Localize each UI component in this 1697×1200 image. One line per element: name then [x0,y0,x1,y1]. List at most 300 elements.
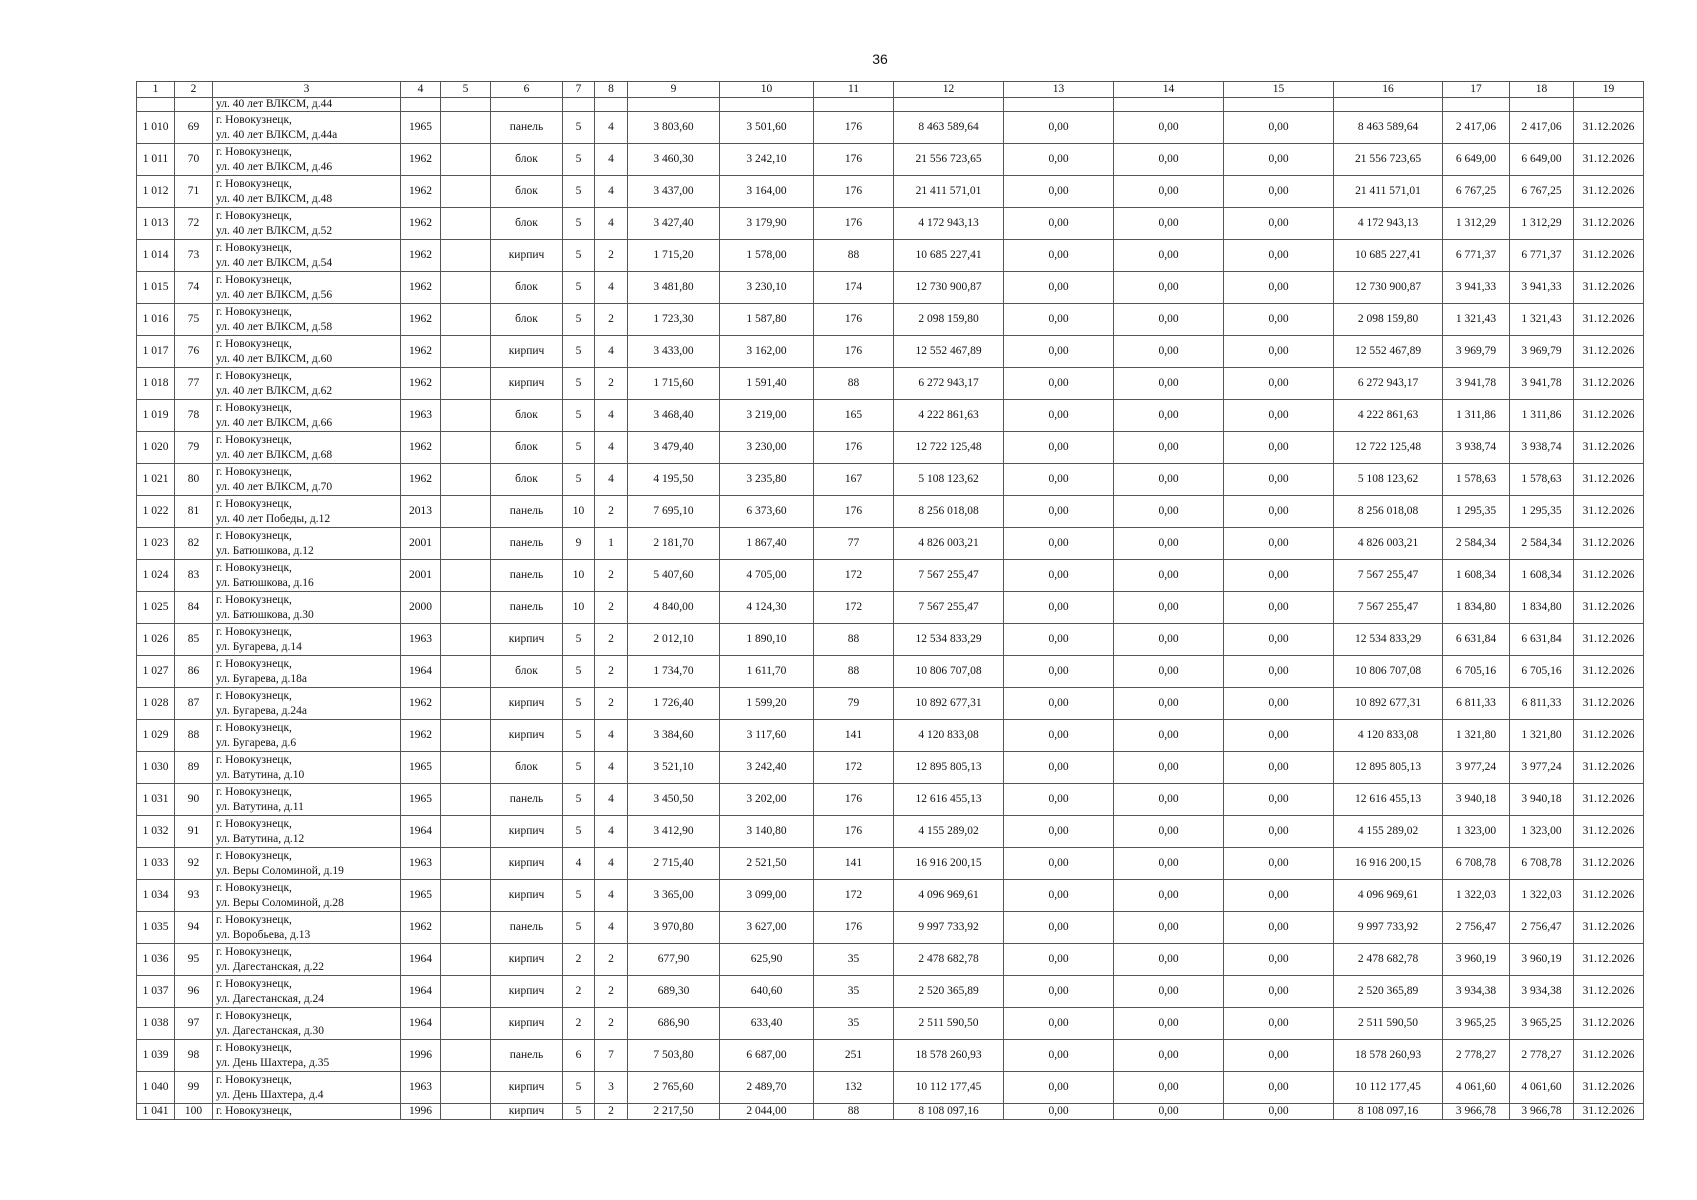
cell-col-19: 31.12.2026 [1574,816,1644,848]
cell-col-2: 83 [175,560,213,592]
cell-col-18: 6 708,78 [1510,848,1574,880]
cell-col-1: 1 038 [137,1008,175,1040]
cell-col-9: 677,90 [628,944,720,976]
cell-col-19: 31.12.2026 [1574,112,1644,144]
cell-col-16: 8 108 097,16 [1334,1104,1443,1120]
cell-col-18: 3 941,78 [1510,368,1574,400]
cell-col-7: 2 [563,976,595,1008]
cell-col-14: 0,00 [1114,1104,1224,1120]
cell-col-13: 0,00 [1004,1072,1114,1104]
cell-col-9: 3 481,80 [628,272,720,304]
cell-col-5 [441,784,491,816]
address-cell [213,112,401,144]
cell-col-7: 5 [563,720,595,752]
cell-col-10: 1 890,10 [720,624,814,656]
address-cell [213,272,401,304]
address-street: ул. 40 лет ВЛКСМ, д.70 [216,480,333,493]
cell-col-17: 3 938,74 [1443,432,1510,464]
cell-col-10: 6 687,00 [720,1040,814,1072]
cell-col-19: 31.12.2026 [1574,336,1644,368]
cell-col-16: 4 155 289,02 [1334,816,1443,848]
cell-col-15: 0,00 [1224,528,1334,560]
cell-col-12: 8 108 097,16 [894,1104,1004,1120]
table-row [137,656,1644,688]
cell-col-10: 2 044,00 [720,1104,814,1120]
address-city: г. Новокузнецк, [216,145,292,158]
address-city: г. Новокузнецк, [216,401,292,414]
cell-col-19: 31.12.2026 [1574,176,1644,208]
cell-col-14: 0,00 [1114,144,1224,176]
cell-col-12: 10 806 707,08 [894,656,1004,688]
cell-col-4: 1963 [401,1072,441,1104]
column-number-header-row [137,82,1644,98]
cell-col-12: 12 730 900,87 [894,272,1004,304]
cell-col-11: 172 [814,592,894,624]
cell-col-1: 1 010 [137,112,175,144]
column-number-header: 8 [595,82,628,98]
cell-col-7: 5 [563,144,595,176]
cell-col-19: 31.12.2026 [1574,688,1644,720]
cell-col-4: 2013 [401,496,441,528]
address-city: г. Новокузнецк, [216,113,292,126]
cell-col-2: 71 [175,176,213,208]
address-cell [213,144,401,176]
address-city: г. Новокузнецк, [216,849,292,862]
cell-col-17: 3 966,78 [1443,1104,1510,1120]
cell-col-4: 1965 [401,112,441,144]
cell-col-10: 3 242,10 [720,144,814,176]
cell-col-18: 6 771,37 [1510,240,1574,272]
cell-col-9: 689,30 [628,976,720,1008]
cell-col-13: 0,00 [1004,400,1114,432]
address-street: ул. Батюшкова, д.30 [216,608,314,621]
cell-col-8: 4 [595,880,628,912]
cell-col-2: 79 [175,432,213,464]
cell-col-11: 176 [814,496,894,528]
empty-cell [1004,98,1114,112]
address-street: ул. 40 лет ВЛКСМ, д.56 [216,288,333,301]
cell-col-18: 1 578,63 [1510,464,1574,496]
address-cell [213,752,401,784]
cell-col-17: 6 708,78 [1443,848,1510,880]
cell-col-4: 1964 [401,976,441,1008]
table-row [137,816,1644,848]
cell-col-4: 1962 [401,336,441,368]
cell-col-12: 8 463 589,64 [894,112,1004,144]
address-cell [213,1008,401,1040]
cell-col-13: 0,00 [1004,1008,1114,1040]
cell-col-8: 2 [595,1104,628,1120]
cell-col-7: 10 [563,496,595,528]
cell-col-10: 1 578,00 [720,240,814,272]
cell-col-13: 0,00 [1004,784,1114,816]
cell-col-18: 6 705,16 [1510,656,1574,688]
address-cell [213,656,401,688]
cell-col-7: 5 [563,1104,595,1120]
cell-col-7: 5 [563,912,595,944]
cell-col-10: 1 611,70 [720,656,814,688]
cell-col-6: кирпич [491,880,563,912]
cell-col-11: 176 [814,208,894,240]
cell-col-9: 1 734,70 [628,656,720,688]
cell-col-17: 1 608,34 [1443,560,1510,592]
cell-col-2: 70 [175,144,213,176]
cell-col-16: 8 256 018,08 [1334,496,1443,528]
address-street: ул. 40 лет ВЛКСМ, д.66 [216,416,333,429]
cell-col-12: 10 892 677,31 [894,688,1004,720]
cell-col-14: 0,00 [1114,272,1224,304]
cell-col-14: 0,00 [1114,816,1224,848]
empty-cell [595,98,628,112]
cell-col-17: 1 321,43 [1443,304,1510,336]
cell-col-5 [441,240,491,272]
cell-col-7: 5 [563,464,595,496]
cell-col-18: 3 966,78 [1510,1104,1574,1120]
cell-col-9: 3 468,40 [628,400,720,432]
cell-col-17: 3 977,24 [1443,752,1510,784]
address-street: ул. Ватутина, д.10 [216,768,305,781]
address-street: ул. 40 лет ВЛКСМ, д.60 [216,352,333,365]
cell-col-16: 4 172 943,13 [1334,208,1443,240]
cell-col-6: кирпич [491,1072,563,1104]
cell-col-12: 2 478 682,78 [894,944,1004,976]
address-street: ул. Бугарева, д.24а [216,704,307,717]
cell-col-2: 86 [175,656,213,688]
cell-col-16: 12 895 805,13 [1334,752,1443,784]
cell-col-4: 1964 [401,1008,441,1040]
cell-col-6: панель [491,912,563,944]
cell-col-12: 16 916 200,15 [894,848,1004,880]
cell-col-2: 95 [175,944,213,976]
cell-col-17: 1 295,35 [1443,496,1510,528]
cell-col-9: 3 437,00 [628,176,720,208]
cell-col-9: 2 765,60 [628,1072,720,1104]
address-city: г. Новокузнецк, [216,721,292,734]
table-row [137,624,1644,656]
cell-col-1: 1 016 [137,304,175,336]
cell-col-15: 0,00 [1224,304,1334,336]
cell-col-11: 88 [814,656,894,688]
cell-col-15: 0,00 [1224,752,1334,784]
address-cell [213,880,401,912]
address-street: ул. Веры Соломиной, д.28 [216,896,344,909]
table-row [137,144,1644,176]
cell-col-17: 1 322,03 [1443,880,1510,912]
address-city: г. Новокузнецк, [216,433,292,446]
cell-col-19: 31.12.2026 [1574,944,1644,976]
cell-col-2: 89 [175,752,213,784]
cell-col-15: 0,00 [1224,656,1334,688]
cell-col-6: кирпич [491,240,563,272]
address-city: г. Новокузнецк, [216,497,292,510]
cell-col-4: 2000 [401,592,441,624]
empty-cell [1224,98,1334,112]
cell-col-14: 0,00 [1114,752,1224,784]
cell-col-16: 18 578 260,93 [1334,1040,1443,1072]
cell-col-5 [441,144,491,176]
cell-col-9: 3 970,80 [628,912,720,944]
address-city: г. Новокузнецк, [216,1041,292,1054]
cell-col-12: 21 411 571,01 [894,176,1004,208]
cell-col-4: 1962 [401,720,441,752]
cell-col-1: 1 015 [137,272,175,304]
cell-col-11: 172 [814,880,894,912]
empty-cell [441,98,491,112]
cell-col-15: 0,00 [1224,368,1334,400]
cell-col-19: 31.12.2026 [1574,912,1644,944]
cell-col-14: 0,00 [1114,400,1224,432]
cell-col-1: 1 024 [137,560,175,592]
empty-cell [1574,98,1644,112]
cell-col-2: 96 [175,976,213,1008]
address-city: г. Новокузнецк, [216,305,292,318]
table-row [137,976,1644,1008]
column-number-header: 19 [1574,82,1644,98]
cell-col-17: 3 941,33 [1443,272,1510,304]
cell-col-17: 1 578,63 [1443,464,1510,496]
cell-col-8: 4 [595,912,628,944]
cell-col-18: 3 977,24 [1510,752,1574,784]
cell-col-5 [441,944,491,976]
cell-col-12: 8 256 018,08 [894,496,1004,528]
address-city: г. Новокузнецк, [216,1073,292,1086]
address-cell [213,208,401,240]
cell-col-7: 5 [563,112,595,144]
cell-col-6: блок [491,176,563,208]
cell-col-15: 0,00 [1224,1072,1334,1104]
cell-col-7: 5 [563,432,595,464]
address-cell [213,688,401,720]
cell-col-8: 4 [595,816,628,848]
cell-col-18: 1 311,86 [1510,400,1574,432]
cell-col-4: 1962 [401,144,441,176]
cell-col-19: 31.12.2026 [1574,464,1644,496]
cell-col-19: 31.12.2026 [1574,592,1644,624]
address-city: г. Новокузнецк, [216,465,292,478]
cell-col-10: 2 489,70 [720,1072,814,1104]
column-number-header: 16 [1334,82,1443,98]
cell-col-14: 0,00 [1114,368,1224,400]
cell-col-9: 3 384,60 [628,720,720,752]
cell-col-19: 31.12.2026 [1574,720,1644,752]
cell-col-18: 3 941,33 [1510,272,1574,304]
table-row [137,432,1644,464]
cell-col-4: 1962 [401,432,441,464]
cell-col-11: 141 [814,720,894,752]
address-city: г. Новокузнецк, [216,561,292,574]
cell-col-18: 1 323,00 [1510,816,1574,848]
cell-col-14: 0,00 [1114,624,1224,656]
cell-col-8: 4 [595,176,628,208]
address-city: г. Новокузнецк, [216,945,292,958]
cell-col-10: 3 140,80 [720,816,814,848]
cell-col-7: 5 [563,400,595,432]
cell-col-17: 2 417,06 [1443,112,1510,144]
cell-col-5 [441,1040,491,1072]
cell-col-15: 0,00 [1224,240,1334,272]
address-cell [213,816,401,848]
cell-col-15: 0,00 [1224,432,1334,464]
cell-col-11: 176 [814,336,894,368]
cell-col-16: 21 411 571,01 [1334,176,1443,208]
cell-col-13: 0,00 [1004,656,1114,688]
cell-col-14: 0,00 [1114,240,1224,272]
cell-col-1: 1 027 [137,656,175,688]
cell-col-17: 2 584,34 [1443,528,1510,560]
address-cell [213,944,401,976]
table-row [137,208,1644,240]
cell-col-15: 0,00 [1224,208,1334,240]
table-row [137,592,1644,624]
address-street: ул. 40 лет ВЛКСМ, д.62 [216,384,333,397]
cell-col-16: 5 108 123,62 [1334,464,1443,496]
cell-col-6: блок [491,208,563,240]
address-cell: ул. 40 лет ВЛКСМ, д.44 [213,98,401,112]
cell-col-14: 0,00 [1114,464,1224,496]
cell-col-14: 0,00 [1114,912,1224,944]
cell-col-14: 0,00 [1114,528,1224,560]
cell-col-4: 1962 [401,304,441,336]
cell-col-11: 176 [814,912,894,944]
empty-cell [1510,98,1574,112]
cell-col-5 [441,688,491,720]
empty-cell [137,98,175,112]
cell-col-13: 0,00 [1004,464,1114,496]
column-number-header: 10 [720,82,814,98]
cell-col-1: 1 019 [137,400,175,432]
column-number-header: 1 [137,82,175,98]
cell-col-2: 85 [175,624,213,656]
cell-col-4: 1964 [401,656,441,688]
cell-col-1: 1 041 [137,1104,175,1120]
cell-col-13: 0,00 [1004,496,1114,528]
cell-col-12: 21 556 723,65 [894,144,1004,176]
cell-col-18: 6 767,25 [1510,176,1574,208]
empty-cell [1443,98,1510,112]
address-cell [213,368,401,400]
cell-col-12: 4 826 003,21 [894,528,1004,560]
empty-cell [563,98,595,112]
table-row [137,464,1644,496]
cell-col-6: панель [491,784,563,816]
cell-col-18: 6 811,33 [1510,688,1574,720]
cell-col-18: 1 322,03 [1510,880,1574,912]
empty-cell [1114,98,1224,112]
cell-col-6: кирпич [491,848,563,880]
cell-col-6: панель [491,592,563,624]
address-cell [213,624,401,656]
cell-col-10: 3 117,60 [720,720,814,752]
address-cell [213,912,401,944]
cell-col-12: 12 895 805,13 [894,752,1004,784]
cell-col-14: 0,00 [1114,944,1224,976]
cell-col-10: 3 179,90 [720,208,814,240]
cell-col-2: 97 [175,1008,213,1040]
column-number-header: 7 [563,82,595,98]
cell-col-12: 18 578 260,93 [894,1040,1004,1072]
cell-col-18: 3 960,19 [1510,944,1574,976]
address-street: ул. День Шахтера, д.35 [216,1056,330,1069]
cell-col-16: 4 120 833,08 [1334,720,1443,752]
cell-col-7: 5 [563,176,595,208]
cell-col-9: 2 217,50 [628,1104,720,1120]
cell-col-13: 0,00 [1004,528,1114,560]
cell-col-16: 6 272 943,17 [1334,368,1443,400]
cell-col-13: 0,00 [1004,624,1114,656]
cell-col-4: 1963 [401,400,441,432]
cell-col-11: 167 [814,464,894,496]
cell-col-9: 2 715,40 [628,848,720,880]
empty-cell [720,98,814,112]
address-city: г. Новокузнецк, [216,529,292,542]
cell-col-15: 0,00 [1224,944,1334,976]
address-street: ул. 40 лет Победы, д.12 [216,512,331,525]
cell-col-6: блок [491,656,563,688]
column-number-header: 14 [1114,82,1224,98]
cell-col-7: 5 [563,816,595,848]
cell-col-18: 1 321,43 [1510,304,1574,336]
address-street: ул. День Шахтера, д.4 [216,1088,324,1101]
cell-col-6: кирпич [491,720,563,752]
cell-col-8: 4 [595,272,628,304]
cell-col-2: 88 [175,720,213,752]
cell-col-10: 3 230,10 [720,272,814,304]
cell-col-8: 2 [595,368,628,400]
table-row [137,944,1644,976]
cell-col-2: 100 [175,1104,213,1120]
cell-col-1: 1 035 [137,912,175,944]
cell-col-10: 3 627,00 [720,912,814,944]
cell-col-15: 0,00 [1224,912,1334,944]
address-cell [213,560,401,592]
table-row [137,304,1644,336]
address-cell [213,400,401,432]
cell-col-4: 1965 [401,784,441,816]
empty-cell [491,98,563,112]
cell-col-14: 0,00 [1114,880,1224,912]
cell-col-14: 0,00 [1114,976,1224,1008]
cell-col-5 [441,752,491,784]
cell-col-10: 1 867,40 [720,528,814,560]
cell-col-6: блок [491,272,563,304]
address-city: г. Новокузнецк, [216,337,292,350]
cell-col-11: 141 [814,848,894,880]
cell-col-11: 251 [814,1040,894,1072]
cell-col-6: кирпич [491,944,563,976]
cell-col-5 [441,368,491,400]
cell-col-13: 0,00 [1004,176,1114,208]
cell-col-7: 5 [563,336,595,368]
cell-col-7: 6 [563,1040,595,1072]
cell-col-16: 9 997 733,92 [1334,912,1443,944]
cell-col-10: 3 230,00 [720,432,814,464]
cell-col-19: 31.12.2026 [1574,304,1644,336]
address-city: г. Новокузнецк, [216,273,292,286]
cell-col-18: 1 834,80 [1510,592,1574,624]
cell-col-15: 0,00 [1224,496,1334,528]
address-street: ул. Бугарева, д.6 [216,736,297,749]
cell-col-19: 31.12.2026 [1574,240,1644,272]
cell-col-14: 0,00 [1114,1040,1224,1072]
address-street: ул. Воробьева, д.13 [216,928,311,941]
cell-col-19: 31.12.2026 [1574,368,1644,400]
cell-col-15: 0,00 [1224,1104,1334,1120]
cell-col-14: 0,00 [1114,336,1224,368]
column-number-header: 3 [213,82,401,98]
table-row [137,272,1644,304]
cell-col-13: 0,00 [1004,688,1114,720]
cell-col-7: 5 [563,240,595,272]
